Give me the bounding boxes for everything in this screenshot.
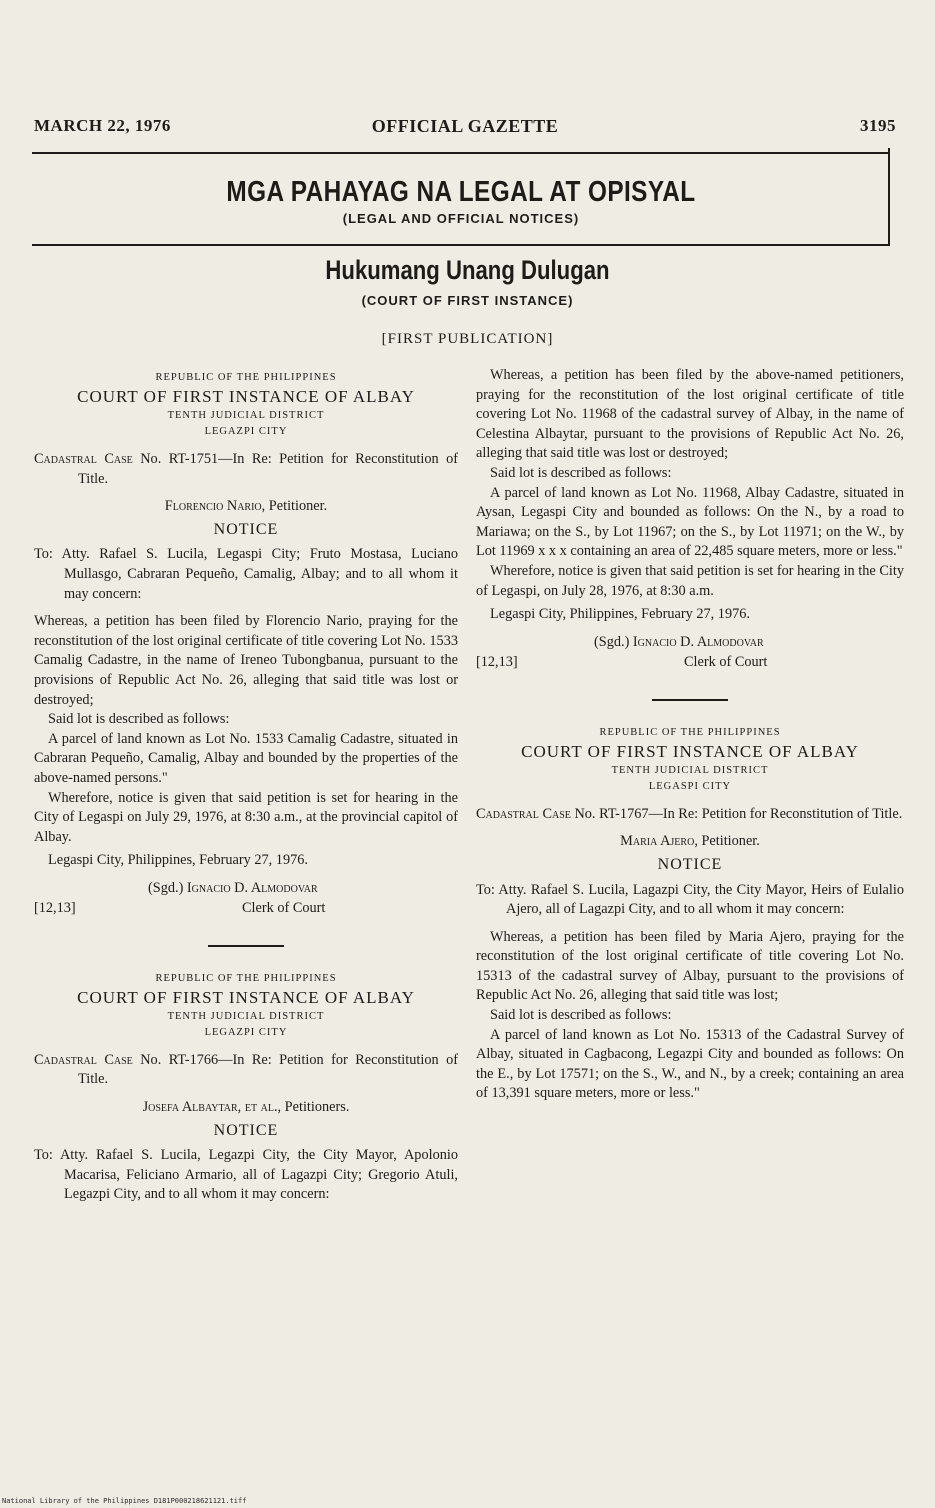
case-title	[476, 805, 904, 825]
notice-title: NOTICE	[213, 520, 279, 538]
district-heading: TENTH JUDICIAL DISTRICT	[167, 410, 325, 421]
paragraph: Said lot is described as follows:	[490, 464, 672, 481]
court-heading: COURT OF FIRST INSTANCE OF ALBAY	[77, 987, 415, 1007]
signature-block	[476, 633, 904, 675]
case-text: No. RT-1766—In Re: Petition for Reconstitution of Title.	[78, 1051, 458, 1088]
right-column	[476, 366, 904, 1104]
case-label: Cadastral Case	[34, 451, 133, 467]
petitioner-role: , Petitioner.	[261, 498, 328, 515]
city-heading: LEGAZPI CITY	[204, 1026, 288, 1038]
notice-title: NOTICE	[657, 855, 723, 873]
petitioner-line	[34, 497, 458, 517]
case-title	[34, 1051, 458, 1090]
district-heading: TENTH JUDICIAL DISTRICT	[611, 764, 769, 776]
publication-name: OFFICIAL GAZETTE	[371, 116, 559, 136]
dateline: Legaspi City, Philippines, February 27, 1976.	[490, 606, 750, 623]
case-title	[34, 450, 458, 489]
city-heading: LEGASPI CITY	[648, 780, 732, 792]
signature	[594, 633, 764, 653]
reference-number: [12,13]	[476, 653, 518, 670]
case-text: No. RT-1767—In Re: Petition for Reconstitution of Title.	[570, 805, 903, 822]
paragraph: A parcel of land known as Lot No. 11968, Albay Cadastre, situated in Aysan, Legaspi City and bounded as follows: On the N., by a road to Mariawa; on the S., by Lot 11967; on the S., by Lot 11971; on the W., by Lot 11969 x x x containing an area of 22,485 square meters, more or less."	[476, 484, 904, 560]
notice-divider	[208, 945, 284, 947]
court-heading: COURT OF FIRST INSTANCE OF ALBAY	[521, 741, 859, 761]
republic-heading: REPUBLIC OF THE PHILIPPINES	[599, 726, 781, 738]
notice-rt-1766	[34, 971, 458, 1205]
city-heading: LEGAZPI CITY	[204, 426, 288, 437]
addressees: To: Atty. Rafael S. Lucila, Lagazpi City, the City Mayor, Heirs of Eulalio Ajero, all of Lagazpi City, and to all whom it may concern:	[476, 881, 904, 918]
dateline: Legaspi City, Philippines, February 27, 1976.	[48, 852, 308, 869]
signature-name: Ignacio D. Almodovar	[632, 633, 764, 650]
banner-rule	[888, 148, 890, 244]
notice-rt-1767	[476, 725, 904, 1104]
paragraph: A parcel of land known as Lot No. 1533 Camalig Cadastre, situated in Cabraran Pequeño, Camalig, Albay and bounded by the properties of the above-named persons."	[34, 730, 458, 786]
page-header	[34, 116, 896, 142]
paragraph: A parcel of land known as Lot No. 15313 of the Cadastral Survey of Albay, situated in Cagbacong, Legazpi City and bounded as follows: On the E., by Lot 17571; on the S., W., and N., by a creek; containing an area of 13,391 square meters, more or less."	[476, 1026, 904, 1102]
banner-subtitle: (LEGAL AND OFFICIAL NOTICES)	[342, 211, 580, 226]
petitioner-name: Maria Ajero	[620, 833, 695, 850]
signature-name: Ignacio D. Almodovar	[186, 879, 318, 896]
paragraph: Wherefore, notice is given that said petition is set for hearing in the City of Legaspi, on July 28, 1976, at 8:30 a.m.	[476, 562, 904, 599]
left-column	[34, 366, 458, 1213]
signature-title: Clerk of Court	[242, 899, 326, 916]
signature-block	[34, 879, 458, 921]
signature	[148, 879, 318, 899]
court-section-subtitle: (COURT OF FIRST INSTANCE)	[361, 293, 574, 308]
scan-footer: National Library of the Philippines D181P000218621121.tiff	[2, 1497, 247, 1505]
paragraph: Whereas, a petition has been filed by Maria Ajero, praying for the reconstitution of the lost original certificate of title covering Lot No. 15313 of the cadastral survey of Albay, pursuant to the provisions of Republic Act No. 26, alleging that said title was lost;	[476, 928, 904, 1004]
addressees: To: Atty. Rafael S. Lucila, Legaspi City; Fruto Mostasa, Luciano Mullasgo, Cabraran Pequeño, Camalig, Albay; and to all whom it may concern:	[34, 546, 458, 602]
signature-title: Clerk of Court	[684, 653, 768, 670]
district-heading: TENTH JUDICIAL DISTRICT	[167, 1010, 325, 1022]
petitioner-role: , Petitioners.	[277, 1099, 350, 1116]
paragraph: Wherefore, notice is given that said petition is set for hearing in the City of Legaspi on July 29, 1976, at 8:30 a.m., at the provincial capitol of Albay.	[34, 789, 458, 845]
section-banner	[32, 152, 890, 246]
signature-prefix: (Sgd.)	[148, 879, 187, 896]
republic-heading: REPUBLIC OF THE PHILIPPINES	[155, 372, 337, 383]
signature-prefix: (Sgd.)	[594, 633, 633, 650]
case-label: Cadastral Case	[34, 1051, 133, 1068]
petitioner-line	[34, 1098, 458, 1118]
paragraph: Whereas, a petition has been filed by Florencio Nario, praying for the reconstitution of the lost original certificate of title covering Lot No. 1533 Camalig Cadastre, in the name of Ireneo Tubongbanua, pursuant to the provisions of Republic Act No. 26, alleging that said title was lost or destroyed;	[34, 613, 458, 708]
publication-label: [FIRST PUBLICATION]	[381, 331, 554, 347]
addressees: To: Atty. Rafael S. Lucila, Legazpi City, the City Mayor, Apolonio Macarisa, Feliciano Armario, all of Lagazpi City; Gregorio Atuli, Legazpi City, and to all whom it may concern:	[34, 1147, 458, 1203]
notice-rt-1751	[34, 370, 458, 921]
paragraph: Whereas, a petition has been filed by the above-named petitioners, praying for the reconstitution of the lost original certificate of title covering Lot No. 11968 of the cadastral survey of Albay, in the name of Celestina Albaytar, pursuant to the provisions of Republic Act No. 26, alleging that said title was lost or destroyed;	[476, 367, 904, 462]
banner-title: MGA PAHAYAG NA LEGAL AT OPISYAL	[226, 176, 696, 208]
notice-divider	[652, 699, 728, 701]
case-label: Cadastral Case	[476, 805, 571, 822]
issue-date: MARCH 22, 1976	[34, 116, 171, 135]
petitioner-role: , Petitioner.	[694, 833, 760, 850]
case-text: No. RT-1751—In Re: Petition for Reconstitution of Title.	[78, 451, 458, 487]
court-heading: COURT OF FIRST INSTANCE OF ALBAY	[77, 387, 415, 406]
paragraph: Said lot is described as follows:	[490, 1007, 672, 1024]
petitioner-line	[476, 832, 904, 852]
page-number: 3195	[860, 116, 896, 135]
paragraph: Said lot is described as follows:	[48, 711, 230, 728]
republic-heading: REPUBLIC OF THE PHILIPPINES	[155, 972, 337, 984]
petitioner-name: Florencio Nario	[164, 498, 262, 515]
reference-number: [12,13]	[34, 899, 76, 916]
notice-title: NOTICE	[213, 1121, 279, 1139]
petitioner-name: Josefa Albaytar, et al.	[142, 1099, 278, 1116]
court-section-title: Hukumang Unang Dulugan	[325, 255, 610, 285]
